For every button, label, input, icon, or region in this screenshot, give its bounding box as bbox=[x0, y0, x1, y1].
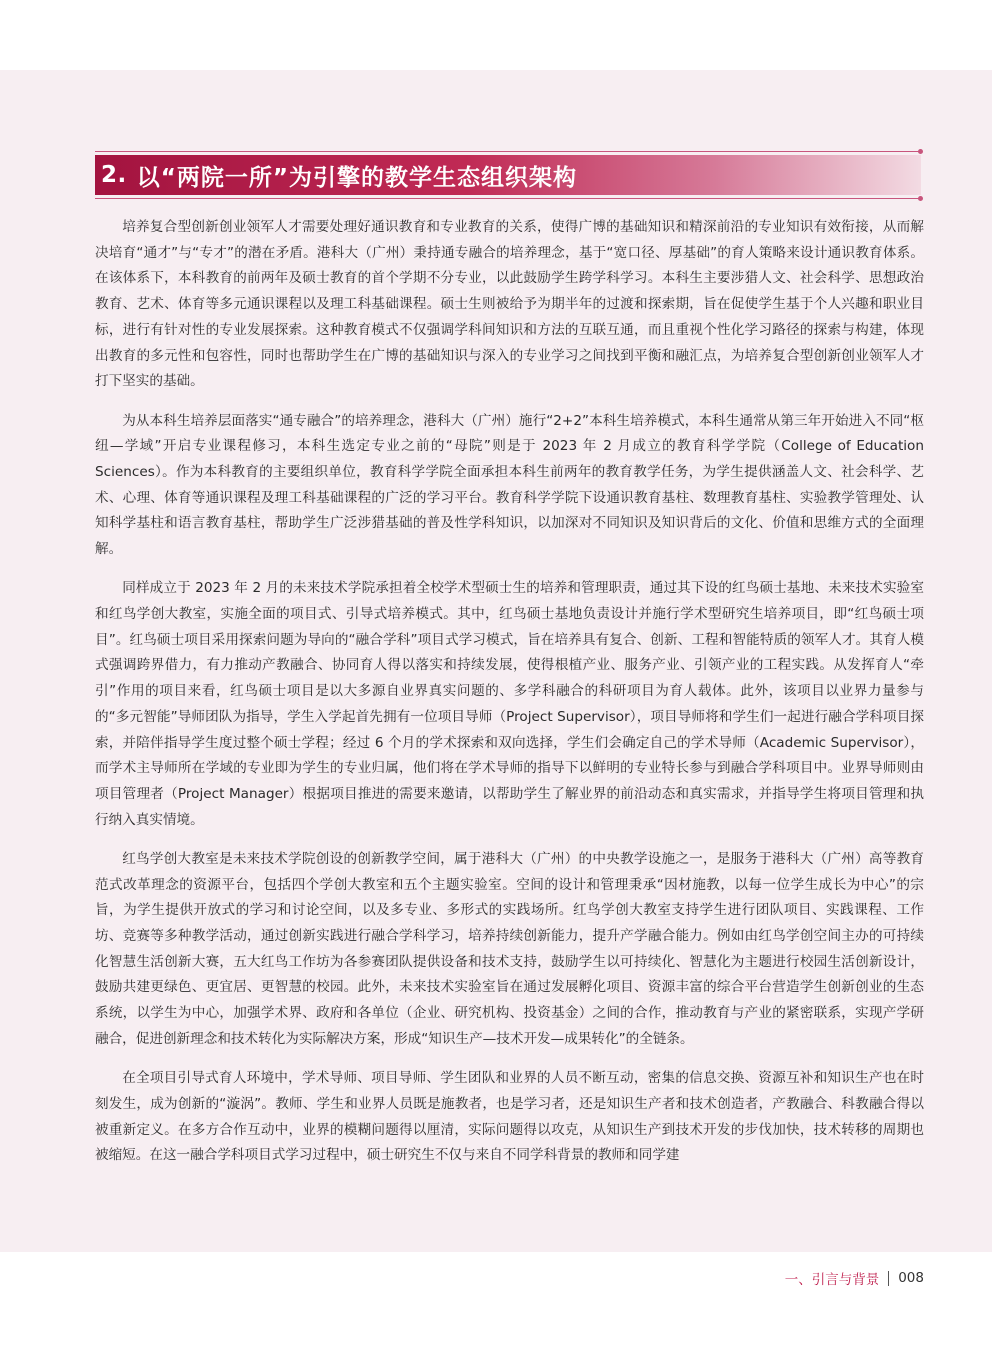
heading-rule-top bbox=[95, 151, 921, 152]
paragraph: 在全项目引导式育人环境中，学术导师、项目导师、学生团队和业界的人员不断互动，密集的信息交换、资源互补和知识生产也在时刻发生，成为创新的“漩涡”。教师、学生和业界人员既是施教者，也是学习者，还是知识生产者和技术创造者，产教融合、科教融合得以被重新定义。在多方合作互动中，业界的模糊问题得以厘清，实际问题得以攻克，从知识生产到技术开发的步伐加快，技术转移的周期也被缩短。在这一融合学科项目式学习过程中，硕士研究生不仅与来自不同学科背景的教师和同学建 bbox=[95, 1070, 924, 1164]
section-title: 以“两院一所”为引擎的教学生态组织架构 bbox=[136, 164, 577, 191]
section-number: 2. bbox=[101, 162, 127, 188]
page-number: 008 bbox=[898, 1270, 924, 1286]
section-heading bbox=[95, 155, 921, 195]
paragraph: 红鸟学创大教室是未来技术学院创设的创新教学空间，属于港科大（广州）的中央教学设施之一，是服务于港科大（广州）高等教育范式改革理念的资源平台，包括四个学创大教室和五个主题实验室。空间的设计和管理秉承“因材施教，以每一位学生成长为中心”的宗旨，为学生提供开放式的学习和讨论空间，以及多专业、多形式的实践场所。红鸟学创大教室支持学生进行团队项目、实践课程、工作坊、竞赛等多种教学活动，通过创新实践进行融合学科学习，培养持续创新能力，提升产学融合能力。例如由红鸟学创空间主办的可持续化智慧生活创新大赛，五大红鸟工作坊为各参赛团队提供设备和技术支持，鼓励学生以可持续化、智慧化为主题进行校园生活创新设计，鼓励共建更绿色、更宜居、更智慧的校园。此外，未来技术实验室旨在通过发展孵化项目、资源丰富的综合平台营造学生创新创业的生态系统，以学生为中心，加强学术界、政府和各单位（企业、研究机构、投资基金）之间的合作，推动教育与产业的紧密联系，实现产学研融合，促进创新理念和技术转化为实际解决方案，形成“知识生产—技术开发—成果转化”的全链条。 bbox=[95, 850, 924, 1047]
page-footer bbox=[785, 1268, 924, 1288]
rule-end-dot bbox=[918, 196, 923, 201]
footer-divider bbox=[888, 1271, 889, 1286]
body-text bbox=[95, 215, 924, 1183]
paragraph: 为从本科生培养层面落实“通专融合”的培养理念，港科大（广州）施行“2+2”本科生培养模式，本科生通常从第三年开始进入不同“枢纽—学域”开启专业课程修习，本科生选定专业之前的“母院”则是于 2023 年 2 月成立的教育科学学院（College of Education Sciences）。作为本科教育的主要组织单位，教育科学学院全面承担本科生前两年的教育教学任务，为学生提供涵盖人文、社会科学、艺术、心理、体育等通识课程及理工科基础课程的广泛的学习平台。教育科学学院下设通识教育基柱、数理教育基柱、实验教学管理处、认知科学基柱和语言教育基柱，帮助学生广泛涉猎基础的普及性学科知识，以加深对不同知识及知识背后的文化、价值和思维方式的全面理解。 bbox=[95, 412, 924, 558]
rule-end-dot bbox=[918, 149, 923, 154]
paragraph: 同样成立于 2023 年 2 月的未来技术学院承担着全校学术型硕士生的培养和管理职责，通过其下设的红鸟硕士基地、未来技术实验室和红鸟学创大教室，实施全面的项目式、引导式培养模式。其中，红鸟硕士基地负责设计并施行学术型研究生培养项目，即“红鸟硕士项目”。红鸟硕士项目采用探索问题为导向的“融合学科”项目式学习模式，旨在培养具有复合、创新、工程和智能特质的领军人才。其育人模式强调跨界借力，有力推动产教融合、协同育人得以落实和持续发展，使得根植产业、服务产业、引领产业的工程实践。从发挥育人“牵引”作用的项目来看，红鸟硕士项目是以大多源自业界真实问题的、多学科融合的科研项目为育人载体。此外，该项目以业界力量参与的“多元智能”导师团队为指导，学生入学起首先拥有一位项目导师（Project Supervisor），项目导师将和学生们一起进行融合学科项目探索，并陪伴指导学生度过整个硕士学程；经过 6 个月的学术探索和双向选择，学生们会确定自己的学术导师（Academic Supervisor），而学术主导师所在学域的专业即为学生的专业归属，他们将在学术导师的指导下以鲜明的专业特长参与到融合学科项目中。业界导师则由项目管理者（Project Manager）根据项目推进的需要来邀请，以帮助学生了解业界的前沿动态和真实需求，并指导学生将项目管理和执行纳入真实情境。 bbox=[95, 580, 924, 828]
heading-rule-bottom bbox=[95, 198, 921, 199]
footer-section-title: 一、引言与背景 bbox=[784, 1272, 880, 1288]
page-top-margin bbox=[0, 0, 992, 70]
paragraph: 培养复合型创新创业领军人才需要处理好通识教育和专业教育的关系，使得广博的基础知识和精深前沿的专业知识有效衔接，从而解决培育“通才”与“专才”的潜在矛盾。港科大（广州）秉持通专融合的培养理念，基于“宽口径、厚基础”的育人策略来设计通识教育体系。在该体系下，本科教育的前两年及硕士教育的首个学期不分专业，以此鼓励学生跨学科学习。本科生主要涉猎人文、社会科学、思想政治教育、艺术、体育等多元通识课程以及理工科基础课程。硕士生则被给予为期半年的过渡和探索期，旨在促使学生基于个人兴趣和职业目标，进行有针对性的专业发展探索。这种教育模式不仅强调学科间知识和方法的互联互通，而且重视个性化学习路径的探索与构建，体现出教育的多元性和包容性，同时也帮助学生在广博的基础知识与深入的专业学习之间找到平衡和融汇点，为培养复合型创新创业领军人才打下坚实的基础。 bbox=[95, 219, 924, 390]
